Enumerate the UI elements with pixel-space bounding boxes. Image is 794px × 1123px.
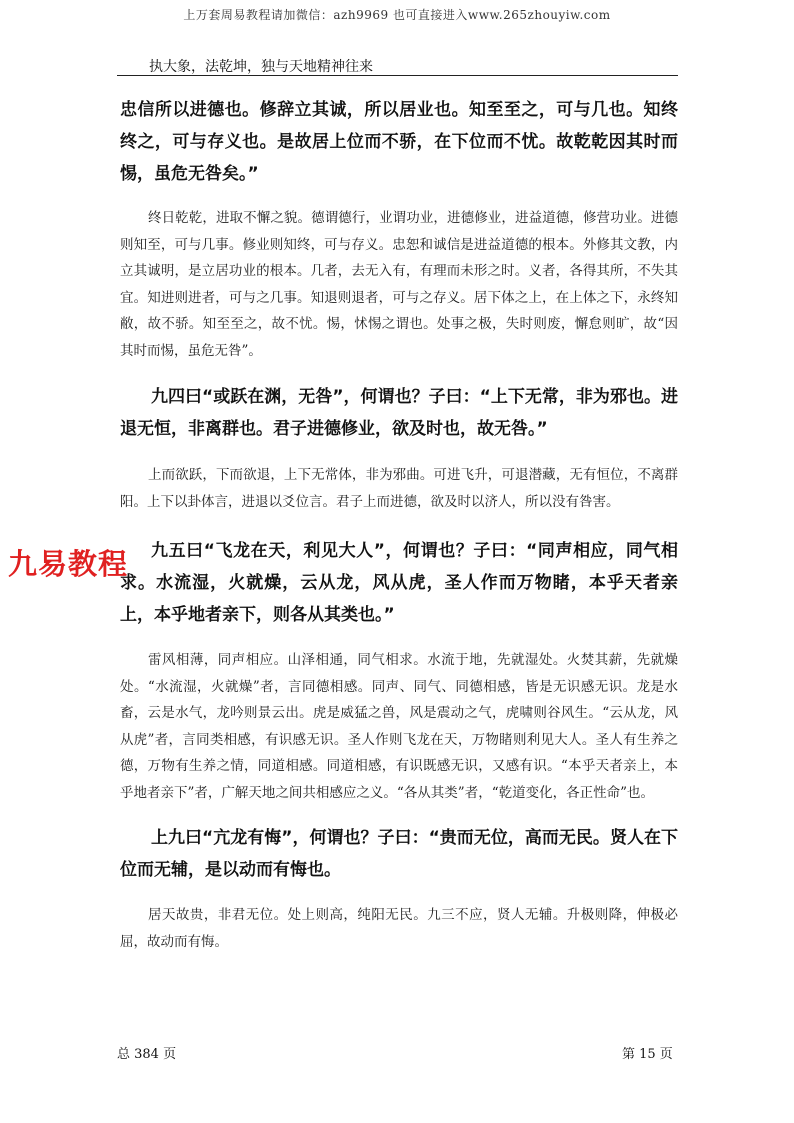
commentary-text: 终日乾乾，进取不懈之貌。德谓德行，业谓功业，进德修业，进益道德，修营功业。进德则知至，可与几事。修业则知终，可与存义。忠恕和诚信是进益道德的根本。外修其文教，内立其诚明，是立居功业的根本。几者，去无入有，有理而未形之时。义者，各得其所，不失其宜。知进则进者，可与之几事。知退则退者，可与之存义。居下体之上，在上体之下，永终知敝，故不骄。知至至之，故不忧。惕，怵惕之谓也。处事之极，失时则废，懈怠则旷，故“因其时而惕，虽危无咎”。	[120, 210, 678, 359]
running-header: 执大象，法乾坤，独与天地精神往来	[149, 59, 373, 75]
commentary-text: 居天故贵，非君无位。处上则高，纯阳无民。九三不应，贤人无辅。升极则降，伸极必屈，故动而有悔。	[120, 907, 678, 950]
classic-text: 上九曰“亢龙有悔”，何谓也？子曰：“贵而无位，高而无民。贤人在下位而无辅，是以动而有悔也。	[120, 828, 678, 880]
header-rule	[117, 75, 678, 76]
footer-total-pages: 总 384 页	[117, 1047, 177, 1062]
footer-page-number: 第 15 页	[622, 1047, 673, 1062]
classic-text: 忠信所以进德也。修辞立其诚，所以居业也。知至至之，可与几也。知终终之，可与存义也。是故居上位而不骄，在下位而不忧。故乾乾因其时而惕，虽危无咎矣。”	[120, 100, 678, 184]
page-body	[120, 94, 678, 955]
classic-text: 九四曰“或跃在渊，无咎”，何谓也？子曰：“上下无常，非为邪也。进退无恒，非离群也。君子进德修业，欲及时也，故无咎。”	[120, 387, 678, 439]
top-banner: 上万套周易教程请加微信：azh9969 也可直接进入www.265zhouyiw.com	[183, 8, 611, 22]
commentary-text: 雷风相薄，同声相应。山泽相通，同气相求。水流于地，先就湿处。火焚其薪，先就燥处。“水流湿，火就燥”者，言同德相感。同声、同气、同德相感，皆是无识感无识。龙是水畜，云是水气，龙吟则景云出。虎是威猛之兽，风是震动之气，虎啸则谷风生。“云从龙，风从虎”者，言同类相感，有识感无识。圣人作则飞龙在天，万物睹则利见大人。圣人有生养之德，万物有生养之情，同道相感。同道相感，有识既感无识，又感有识。“本乎天者亲上，本乎地者亲下”者，广解天地之间共相感应之义。“各从其类”者，“乾道变化，各正性命”也。	[120, 652, 678, 801]
watermark-logo: 九易教程	[8, 547, 129, 581]
commentary-text: 上而欲跃，下而欲退，上下无常体，非为邪曲。可进飞升，可退潜藏，无有恒位，不离群阳。上下以卦体言，进退以爻位言。君子上而进德，欲及时以济人，所以没有咎害。	[120, 467, 678, 510]
classic-text: 九五曰“飞龙在天，利见大人”，何谓也？子曰：“同声相应，同气相求。水流湿，火就燥，云从龙，风从虎，圣人作而万物睹，本乎天者亲上，本乎地者亲下，则各从其类也。”	[120, 541, 678, 625]
